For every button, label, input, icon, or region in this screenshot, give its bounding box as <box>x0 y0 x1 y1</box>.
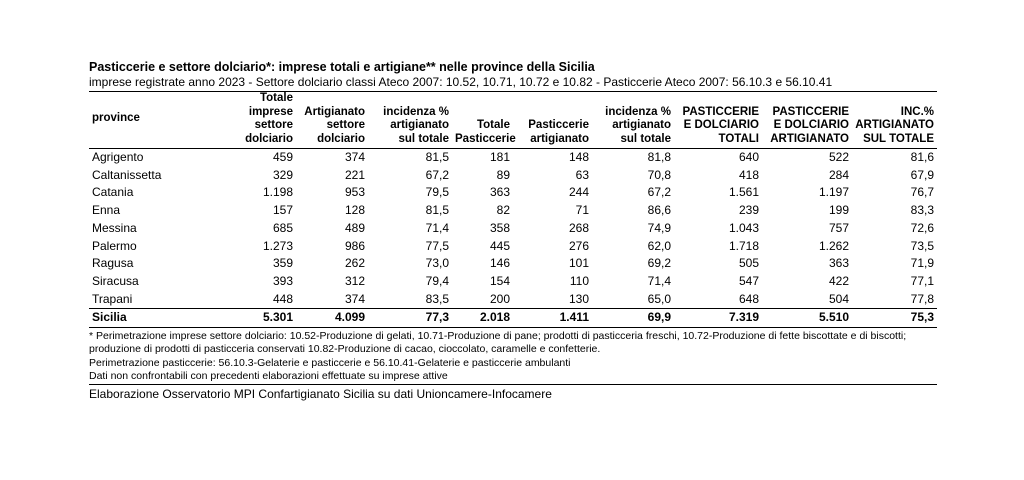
value-cell: 89 <box>496 167 510 182</box>
value-cell: 62,0 <box>647 238 671 253</box>
value-cell: 63 <box>575 167 589 182</box>
value-cell: 1.197 <box>818 185 849 200</box>
value-cell: 284 <box>828 167 849 182</box>
header-inc-artigianato: INC.% ARTIGIANATO SUL TOTALE <box>855 105 934 145</box>
value-cell: 81,6 <box>910 150 934 164</box>
province-cell: Caltanissetta <box>92 167 162 182</box>
header-incidenza-pasticcerie: incidenza % artigianato sul totale <box>605 105 671 145</box>
value-cell: 953 <box>344 185 365 200</box>
value-cell: 986 <box>344 238 365 253</box>
value-cell: 71,9 <box>910 256 934 271</box>
value-cell: 1.718 <box>728 238 759 253</box>
value-cell: 757 <box>828 220 849 235</box>
value-cell: 199 <box>828 203 849 218</box>
value-cell: 1.273 <box>262 238 293 253</box>
value-cell: 262 <box>344 256 365 271</box>
province-cell: Enna <box>92 203 121 218</box>
value-cell: 81,5 <box>425 150 449 164</box>
value-cell: 101 <box>568 256 589 271</box>
value-cell: 1.043 <box>728 220 759 235</box>
value-cell: 146 <box>489 256 510 271</box>
value-cell: 374 <box>344 291 365 306</box>
table-row <box>89 238 937 256</box>
value-cell: 73,5 <box>910 238 934 253</box>
value-cell: 83,5 <box>425 291 449 306</box>
value-cell: 77,3 <box>368 309 452 328</box>
table-row <box>89 202 937 220</box>
value-cell: 67,2 <box>647 185 671 200</box>
province-cell: Sicilia <box>89 309 229 328</box>
value-cell: 393 <box>272 273 293 288</box>
value-cell: 81,5 <box>425 203 449 218</box>
note-pasticcerie: Perimetrazione pasticcerie: 56.10.3-Gelaterie e pasticcerie e 56.10.41-Gelaterie e pasticcerie ambulanti <box>89 356 571 369</box>
value-cell: 489 <box>344 220 365 235</box>
table-row <box>89 220 937 238</box>
province-cell: Palermo <box>92 238 137 253</box>
value-cell: 69,2 <box>647 256 671 271</box>
value-cell: 329 <box>272 167 293 182</box>
value-cell: 130 <box>568 291 589 306</box>
province-cell: Agrigento <box>92 150 144 164</box>
value-cell: 75,3 <box>852 309 937 328</box>
value-cell: 67,2 <box>425 167 449 182</box>
value-cell: 181 <box>489 150 510 164</box>
value-cell: 79,4 <box>425 273 449 288</box>
value-cell: 73,0 <box>425 256 449 271</box>
value-cell: 72,6 <box>910 220 934 235</box>
value-cell: 418 <box>738 167 759 182</box>
value-cell: 77,5 <box>425 238 449 253</box>
table-row <box>89 291 937 309</box>
value-cell: 71 <box>575 203 589 218</box>
value-cell: 685 <box>272 220 293 235</box>
value-cell: 276 <box>568 238 589 253</box>
value-cell: 71,4 <box>647 273 671 288</box>
value-cell: 221 <box>344 167 365 182</box>
value-cell: 67,9 <box>910 167 934 182</box>
value-cell: 4.099 <box>296 309 368 328</box>
total-row <box>89 309 937 328</box>
value-cell: 358 <box>489 220 510 235</box>
table-row <box>89 273 937 291</box>
value-cell: 7.319 <box>674 309 762 328</box>
table-row <box>89 149 937 167</box>
value-cell: 640 <box>738 150 759 164</box>
value-cell: 74,9 <box>647 220 671 235</box>
value-cell: 363 <box>828 256 849 271</box>
value-cell: 445 <box>489 238 510 253</box>
province-cell: Messina <box>92 220 137 235</box>
header-pasticcerie-dolciario-totali: PASTICCERIE E DOLCIARIO TOTALI <box>682 105 759 145</box>
header-totale-imprese: Totale imprese settore dolciario <box>245 92 293 145</box>
value-cell: 1.561 <box>728 185 759 200</box>
table-title: Pasticcerie e settore dolciario*: imprese totali e artigiane** nelle province della Sicilia <box>89 60 595 74</box>
notes <box>89 330 937 385</box>
value-cell: 76,7 <box>910 185 934 200</box>
table-row <box>89 255 937 273</box>
header-artigianato-settore: Artigianato settore dolciario <box>304 105 365 145</box>
value-cell: 448 <box>272 291 293 306</box>
value-cell: 1.198 <box>262 185 293 200</box>
value-cell: 81,8 <box>647 150 671 164</box>
value-cell: 244 <box>568 185 589 200</box>
value-cell: 79,5 <box>425 185 449 200</box>
value-cell: 505 <box>738 256 759 271</box>
table-document <box>89 60 937 402</box>
value-cell: 312 <box>344 273 365 288</box>
table-subtitle: imprese registrate anno 2023 - Settore dolciario classi Ateco 2007: 10.52, 10.71, 10.72 e 10.82 - Pasticcerie Ateco 2007: 56.10.3 e 56.10.41 <box>89 75 937 92</box>
value-cell: 1.411 <box>513 309 592 328</box>
source-note: Elaborazione Osservatorio MPI Confartigianato Sicilia su dati Unioncamere-Infocamere <box>89 387 552 402</box>
value-cell: 86,6 <box>647 203 671 218</box>
table-row <box>89 167 937 185</box>
value-cell: 110 <box>569 273 589 288</box>
header-province: province <box>92 112 140 125</box>
value-cell: 459 <box>272 150 293 164</box>
value-cell: 239 <box>738 203 759 218</box>
note-dati: Dati non confrontabili con precedenti elaborazioni effettuate su imprese attive <box>89 370 937 385</box>
province-cell: Trapani <box>92 291 133 306</box>
value-cell: 522 <box>828 150 849 164</box>
header-totale-pasticcerie: Totale Pasticcerie <box>455 119 516 145</box>
value-cell: 77,1 <box>910 273 934 288</box>
value-cell: 148 <box>568 150 589 164</box>
table-body <box>89 149 937 328</box>
note-dolciario: * Perimetrazione imprese settore dolciario: 10.52-Produzione di gelati, 10.71-Produzione di pane; prodotti di pasticceria freschi, 10.72-Produzione di fette biscottate e di biscotti; produzione di prodotti di pasticceria conservati 10.82-Produzione di cacao, cioccolato, caramelle e confetterie. <box>89 330 907 356</box>
value-cell: 70,8 <box>647 167 671 182</box>
value-cell: 363 <box>489 185 510 200</box>
value-cell: 69,9 <box>592 309 674 328</box>
province-cell: Siracusa <box>92 273 139 288</box>
value-cell: 157 <box>272 203 293 218</box>
value-cell: 547 <box>738 273 759 288</box>
value-cell: 268 <box>568 220 589 235</box>
value-cell: 82 <box>496 203 510 218</box>
value-cell: 200 <box>489 291 510 306</box>
value-cell: 83,3 <box>910 203 934 218</box>
value-cell: 128 <box>344 203 365 218</box>
header-incidenza-dolciario: incidenza % artigianato sul totale <box>383 105 449 145</box>
value-cell: 65,0 <box>647 291 671 306</box>
value-cell: 71,4 <box>425 220 449 235</box>
header-pasticcerie-artigianato: Pasticcerie artigianato <box>528 119 589 145</box>
province-table <box>89 92 937 328</box>
value-cell: 2.018 <box>452 309 513 328</box>
value-cell: 1.262 <box>818 238 849 253</box>
value-cell: 374 <box>344 150 365 164</box>
value-cell: 5.510 <box>762 309 852 328</box>
value-cell: 648 <box>738 291 759 306</box>
header-row <box>89 92 937 149</box>
province-cell: Catania <box>92 185 134 200</box>
value-cell: 359 <box>272 256 293 271</box>
value-cell: 504 <box>828 291 849 306</box>
value-cell: 77,8 <box>910 291 934 306</box>
table-row <box>89 184 937 202</box>
value-cell: 5.301 <box>229 309 296 328</box>
header-pasticcerie-dolciario-artigianato: PASTICCERIE E DOLCIARIO ARTIGIANATO <box>770 105 849 145</box>
province-cell: Ragusa <box>92 256 134 271</box>
value-cell: 154 <box>489 273 510 288</box>
value-cell: 422 <box>828 273 849 288</box>
